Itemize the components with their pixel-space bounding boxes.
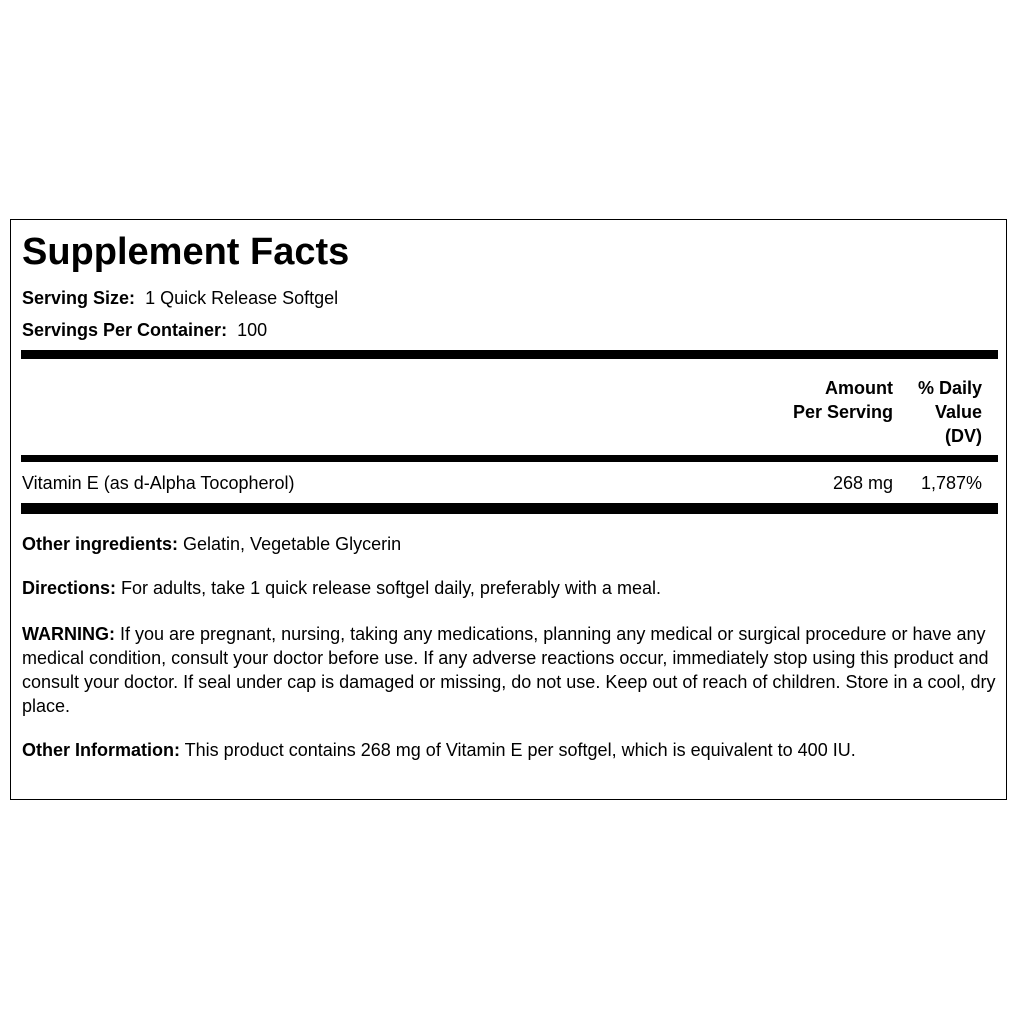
thick-divider-bottom bbox=[21, 503, 998, 514]
directions-label: Directions: bbox=[22, 578, 117, 598]
daily-value-header bbox=[892, 376, 982, 448]
amount-header-line2: Per Serving bbox=[792, 402, 893, 422]
dv-header-line1: % Daily bbox=[917, 378, 982, 398]
nutrient-daily-value: 1,787% bbox=[920, 473, 982, 493]
other-information bbox=[22, 738, 997, 762]
dv-header-line2: Value bbox=[934, 402, 982, 422]
other-information-label: Other Information: bbox=[22, 740, 180, 760]
servings-per-container-value: 100 bbox=[237, 320, 268, 340]
nutrient-amount: 268 mg bbox=[832, 473, 893, 493]
panel-title: Supplement Facts bbox=[22, 231, 350, 273]
other-ingredients-label: Other ingredients: bbox=[22, 534, 179, 554]
directions-text: For adults, take 1 quick release softgel daily, preferably with a meal. bbox=[116, 578, 661, 598]
dv-header-line3: (DV) bbox=[945, 426, 982, 446]
other-ingredients-text: Gelatin, Vegetable Glycerin bbox=[178, 534, 402, 554]
amount-header-line1: Amount bbox=[825, 378, 893, 398]
servings-per-container-label: Servings Per Container: bbox=[22, 320, 228, 340]
divider-header bbox=[21, 455, 998, 462]
other-ingredients bbox=[22, 532, 997, 556]
warning bbox=[22, 622, 997, 718]
nutrient-name: Vitamin E (as d-Alpha Tocopherol) bbox=[22, 473, 295, 493]
serving-size bbox=[22, 287, 338, 309]
serving-size-value: 1 Quick Release Softgel bbox=[145, 288, 339, 308]
supplement-facts-panel bbox=[10, 219, 1007, 800]
serving-size-label: Serving Size: bbox=[22, 288, 136, 308]
amount-per-serving-header bbox=[733, 376, 893, 424]
warning-label: WARNING: bbox=[22, 624, 115, 644]
warning-text: If you are pregnant, nursing, taking any medications, planning any medical or surgical procedure or have any medical condition, consult your doctor before use. If any adverse reactions occur, immediately stop using this product and consult your doctor. If seal under cap is damaged or missing, do not use. Keep out of reach of children. Store in a cool, dry place. bbox=[22, 624, 996, 716]
directions bbox=[22, 576, 997, 600]
thick-divider-top bbox=[21, 350, 998, 359]
other-information-text: This product contains 268 mg of Vitamin E per softgel, which is equivalent to 400 IU. bbox=[180, 740, 856, 760]
servings-per-container bbox=[22, 319, 267, 341]
